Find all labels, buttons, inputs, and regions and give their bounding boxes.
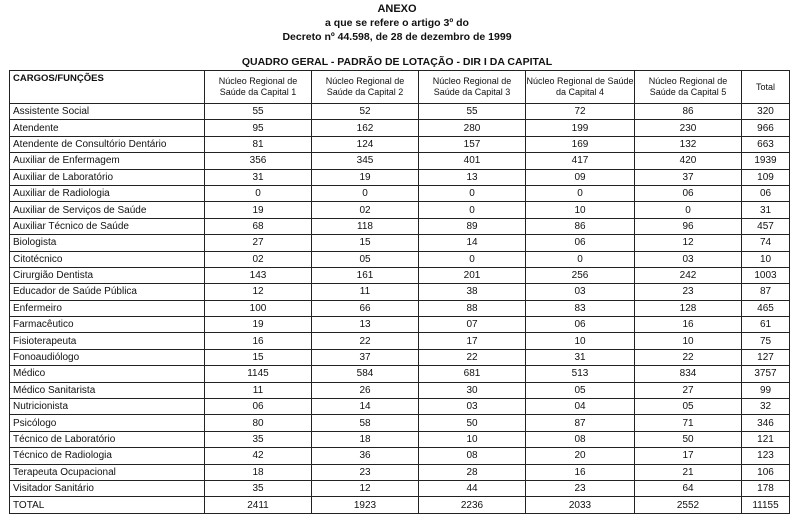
- total-row: [10, 497, 790, 513]
- total-cell: 2552: [635, 497, 742, 513]
- count-cell: 18: [312, 431, 419, 447]
- count-cell: 95: [205, 120, 312, 136]
- count-cell: 420: [635, 153, 742, 169]
- count-cell: 26: [312, 382, 419, 398]
- role-name-cell: Técnico de Laboratório: [10, 431, 205, 447]
- count-cell: 15: [205, 349, 312, 365]
- count-cell: 10: [419, 431, 526, 447]
- role-name-cell: Enfermeiro: [10, 300, 205, 316]
- table-row: [10, 185, 790, 201]
- count-cell: 10: [526, 202, 635, 218]
- count-cell: 68: [205, 218, 312, 234]
- count-cell: 11: [312, 284, 419, 300]
- count-cell: 12: [312, 480, 419, 496]
- count-cell: 0: [526, 251, 635, 267]
- count-cell: 37: [312, 349, 419, 365]
- count-cell: 124: [312, 136, 419, 152]
- count-cell: 100: [205, 300, 312, 316]
- count-cell: 44: [419, 480, 526, 496]
- count-cell: 09: [526, 169, 635, 185]
- row-total-cell: 106: [742, 464, 790, 480]
- row-total-cell: 32: [742, 399, 790, 415]
- count-cell: 199: [526, 120, 635, 136]
- count-cell: 23: [526, 480, 635, 496]
- count-cell: 52: [312, 104, 419, 120]
- count-cell: 22: [312, 333, 419, 349]
- count-cell: 16: [205, 333, 312, 349]
- role-name-cell: Visitador Sanitário: [10, 480, 205, 496]
- row-total-cell: 966: [742, 120, 790, 136]
- table-row: [10, 431, 790, 447]
- count-cell: 11: [205, 382, 312, 398]
- count-cell: 162: [312, 120, 419, 136]
- count-cell: 0: [419, 185, 526, 201]
- count-cell: 06: [635, 185, 742, 201]
- count-cell: 03: [419, 399, 526, 415]
- count-cell: 157: [419, 136, 526, 152]
- count-cell: 28: [419, 464, 526, 480]
- count-cell: 22: [419, 349, 526, 365]
- row-total-cell: 465: [742, 300, 790, 316]
- count-cell: 16: [526, 464, 635, 480]
- count-cell: 143: [205, 267, 312, 283]
- count-cell: 19: [205, 317, 312, 333]
- count-cell: 345: [312, 153, 419, 169]
- count-cell: 201: [419, 267, 526, 283]
- count-cell: 132: [635, 136, 742, 152]
- table-row: [10, 104, 790, 120]
- role-name-cell: Farmacêutico: [10, 317, 205, 333]
- count-cell: 12: [635, 235, 742, 251]
- count-cell: 50: [635, 431, 742, 447]
- table-row: [10, 169, 790, 185]
- table-row: [10, 349, 790, 365]
- reference-line: a que se refere o artigo 3º do: [325, 17, 469, 29]
- count-cell: 13: [419, 169, 526, 185]
- count-cell: 10: [526, 333, 635, 349]
- count-cell: 64: [635, 480, 742, 496]
- count-cell: 20: [526, 448, 635, 464]
- count-cell: 72: [526, 104, 635, 120]
- row-total-cell: 31: [742, 202, 790, 218]
- count-cell: 05: [635, 399, 742, 415]
- row-total-cell: 127: [742, 349, 790, 365]
- count-cell: 42: [205, 448, 312, 464]
- count-cell: 681: [419, 366, 526, 382]
- row-total-cell: 3757: [742, 366, 790, 382]
- row-total-cell: 74: [742, 235, 790, 251]
- count-cell: 37: [635, 169, 742, 185]
- count-cell: 14: [312, 399, 419, 415]
- count-cell: 55: [205, 104, 312, 120]
- total-cell: 2033: [526, 497, 635, 513]
- table-row: [10, 399, 790, 415]
- row-total-cell: 1939: [742, 153, 790, 169]
- count-cell: 834: [635, 366, 742, 382]
- table-row: [10, 218, 790, 234]
- count-cell: 27: [635, 382, 742, 398]
- count-cell: 16: [635, 317, 742, 333]
- table-row: [10, 251, 790, 267]
- total-cell: 2411: [205, 497, 312, 513]
- column-header: Núcleo Regional de Saúde da Capital 1: [205, 71, 312, 104]
- count-cell: 35: [205, 431, 312, 447]
- row-total-cell: 10: [742, 251, 790, 267]
- count-cell: 10: [635, 333, 742, 349]
- role-name-cell: Fonoaudiólogo: [10, 349, 205, 365]
- table-row: [10, 366, 790, 382]
- role-name-cell: Nutricionista: [10, 399, 205, 415]
- count-cell: 06: [526, 317, 635, 333]
- table-row: [10, 136, 790, 152]
- count-cell: 27: [205, 235, 312, 251]
- row-total-cell: 87: [742, 284, 790, 300]
- count-cell: 89: [419, 218, 526, 234]
- count-cell: 417: [526, 153, 635, 169]
- table-body: [10, 104, 790, 497]
- role-name-cell: Médico: [10, 366, 205, 382]
- role-name-cell: Cirurgião Dentista: [10, 267, 205, 283]
- count-cell: 03: [526, 284, 635, 300]
- table-row: [10, 235, 790, 251]
- row-total-cell: 61: [742, 317, 790, 333]
- count-cell: 30: [419, 382, 526, 398]
- staffing-table: [9, 70, 790, 514]
- table-row: [10, 415, 790, 431]
- count-cell: 05: [312, 251, 419, 267]
- row-total-cell: 109: [742, 169, 790, 185]
- row-total-cell: 663: [742, 136, 790, 152]
- role-name-cell: Auxiliar de Radiologia: [10, 185, 205, 201]
- count-cell: 0: [526, 185, 635, 201]
- count-cell: 17: [635, 448, 742, 464]
- count-cell: 19: [205, 202, 312, 218]
- table-row: [10, 333, 790, 349]
- count-cell: 22: [635, 349, 742, 365]
- role-name-cell: Biologista: [10, 235, 205, 251]
- table-row: [10, 464, 790, 480]
- role-name-cell: Médico Sanitarista: [10, 382, 205, 398]
- count-cell: 03: [635, 251, 742, 267]
- row-total-cell: 99: [742, 382, 790, 398]
- role-name-cell: Auxiliar Técnico de Saúde: [10, 218, 205, 234]
- row-total-cell: 75: [742, 333, 790, 349]
- table-row: [10, 120, 790, 136]
- table-subtitle: QUADRO GERAL - PADRÃO DE LOTAÇÃO - DIR I DA CAPITAL: [241, 56, 553, 68]
- count-cell: 12: [205, 284, 312, 300]
- role-name-cell: Fisioterapeuta: [10, 333, 205, 349]
- count-cell: 81: [205, 136, 312, 152]
- count-cell: 169: [526, 136, 635, 152]
- count-cell: 0: [419, 251, 526, 267]
- total-cell: 11155: [742, 497, 790, 513]
- count-cell: 0: [312, 185, 419, 201]
- table-row: [10, 284, 790, 300]
- role-name-cell: Auxiliar de Serviços de Saúde: [10, 202, 205, 218]
- role-name-cell: Atendente de Consultório Dentário: [10, 136, 205, 152]
- count-cell: 256: [526, 267, 635, 283]
- total-cell: 1923: [312, 497, 419, 513]
- count-cell: 230: [635, 120, 742, 136]
- count-cell: 15: [312, 235, 419, 251]
- count-cell: 58: [312, 415, 419, 431]
- column-header: Total: [742, 71, 790, 104]
- table-row: [10, 300, 790, 316]
- count-cell: 02: [205, 251, 312, 267]
- count-cell: 31: [205, 169, 312, 185]
- count-cell: 88: [419, 300, 526, 316]
- table-row: [10, 153, 790, 169]
- count-cell: 50: [419, 415, 526, 431]
- count-cell: 83: [526, 300, 635, 316]
- count-cell: 0: [205, 185, 312, 201]
- count-cell: 08: [419, 448, 526, 464]
- count-cell: 86: [526, 218, 635, 234]
- count-cell: 87: [526, 415, 635, 431]
- row-total-cell: 06: [742, 185, 790, 201]
- role-name-cell: Auxiliar de Enfermagem: [10, 153, 205, 169]
- row-total-cell: 1003: [742, 267, 790, 283]
- count-cell: 06: [526, 235, 635, 251]
- count-cell: 07: [419, 317, 526, 333]
- count-cell: 55: [419, 104, 526, 120]
- count-cell: 513: [526, 366, 635, 382]
- row-total-cell: 178: [742, 480, 790, 496]
- header-row: [10, 71, 790, 104]
- role-name-cell: Psicólogo: [10, 415, 205, 431]
- count-cell: 35: [205, 480, 312, 496]
- count-cell: 19: [312, 169, 419, 185]
- role-name-cell: Educador de Saúde Pública: [10, 284, 205, 300]
- row-total-cell: 123: [742, 448, 790, 464]
- total-cell: 2236: [419, 497, 526, 513]
- table-row: [10, 480, 790, 496]
- count-cell: 23: [635, 284, 742, 300]
- table-row: [10, 448, 790, 464]
- count-cell: 04: [526, 399, 635, 415]
- column-header: Núcleo Regional de Saúde da Capital 2: [312, 71, 419, 104]
- column-header: Núcleo Regional de Saúde da Capital 4: [526, 71, 635, 104]
- count-cell: 08: [526, 431, 635, 447]
- column-header: Núcleo Regional de Saúde da Capital 3: [419, 71, 526, 104]
- row-total-cell: 346: [742, 415, 790, 431]
- count-cell: 128: [635, 300, 742, 316]
- table-row: [10, 267, 790, 283]
- count-cell: 23: [312, 464, 419, 480]
- count-cell: 02: [312, 202, 419, 218]
- count-cell: 17: [419, 333, 526, 349]
- count-cell: 13: [312, 317, 419, 333]
- column-header: Núcleo Regional de Saúde da Capital 5: [635, 71, 742, 104]
- role-name-cell: Técnico de Radiologia: [10, 448, 205, 464]
- count-cell: 401: [419, 153, 526, 169]
- total-label: TOTAL: [10, 497, 205, 513]
- table-row: [10, 317, 790, 333]
- decree-line: Decreto nº 44.598, de 28 de dezembro de 1999: [282, 31, 512, 43]
- count-cell: 161: [312, 267, 419, 283]
- count-cell: 05: [526, 382, 635, 398]
- table-row: [10, 202, 790, 218]
- document-title: ANEXO: [377, 3, 417, 15]
- count-cell: 31: [526, 349, 635, 365]
- count-cell: 0: [635, 202, 742, 218]
- role-name-cell: Auxiliar de Laboratório: [10, 169, 205, 185]
- row-total-cell: 121: [742, 431, 790, 447]
- column-header: CARGOS/FUNÇÕES: [10, 71, 205, 104]
- table-row: [10, 382, 790, 398]
- count-cell: 21: [635, 464, 742, 480]
- count-cell: 66: [312, 300, 419, 316]
- role-name-cell: Assistente Social: [10, 104, 205, 120]
- count-cell: 118: [312, 218, 419, 234]
- count-cell: 280: [419, 120, 526, 136]
- count-cell: 14: [419, 235, 526, 251]
- role-name-cell: Citotécnico: [10, 251, 205, 267]
- count-cell: 584: [312, 366, 419, 382]
- count-cell: 18: [205, 464, 312, 480]
- count-cell: 36: [312, 448, 419, 464]
- count-cell: 1145: [205, 366, 312, 382]
- role-name-cell: Terapeuta Ocupacional: [10, 464, 205, 480]
- count-cell: 71: [635, 415, 742, 431]
- row-total-cell: 320: [742, 104, 790, 120]
- count-cell: 80: [205, 415, 312, 431]
- row-total-cell: 457: [742, 218, 790, 234]
- count-cell: 0: [419, 202, 526, 218]
- count-cell: 356: [205, 153, 312, 169]
- count-cell: 242: [635, 267, 742, 283]
- count-cell: 38: [419, 284, 526, 300]
- count-cell: 06: [205, 399, 312, 415]
- count-cell: 86: [635, 104, 742, 120]
- count-cell: 96: [635, 218, 742, 234]
- role-name-cell: Atendente: [10, 120, 205, 136]
